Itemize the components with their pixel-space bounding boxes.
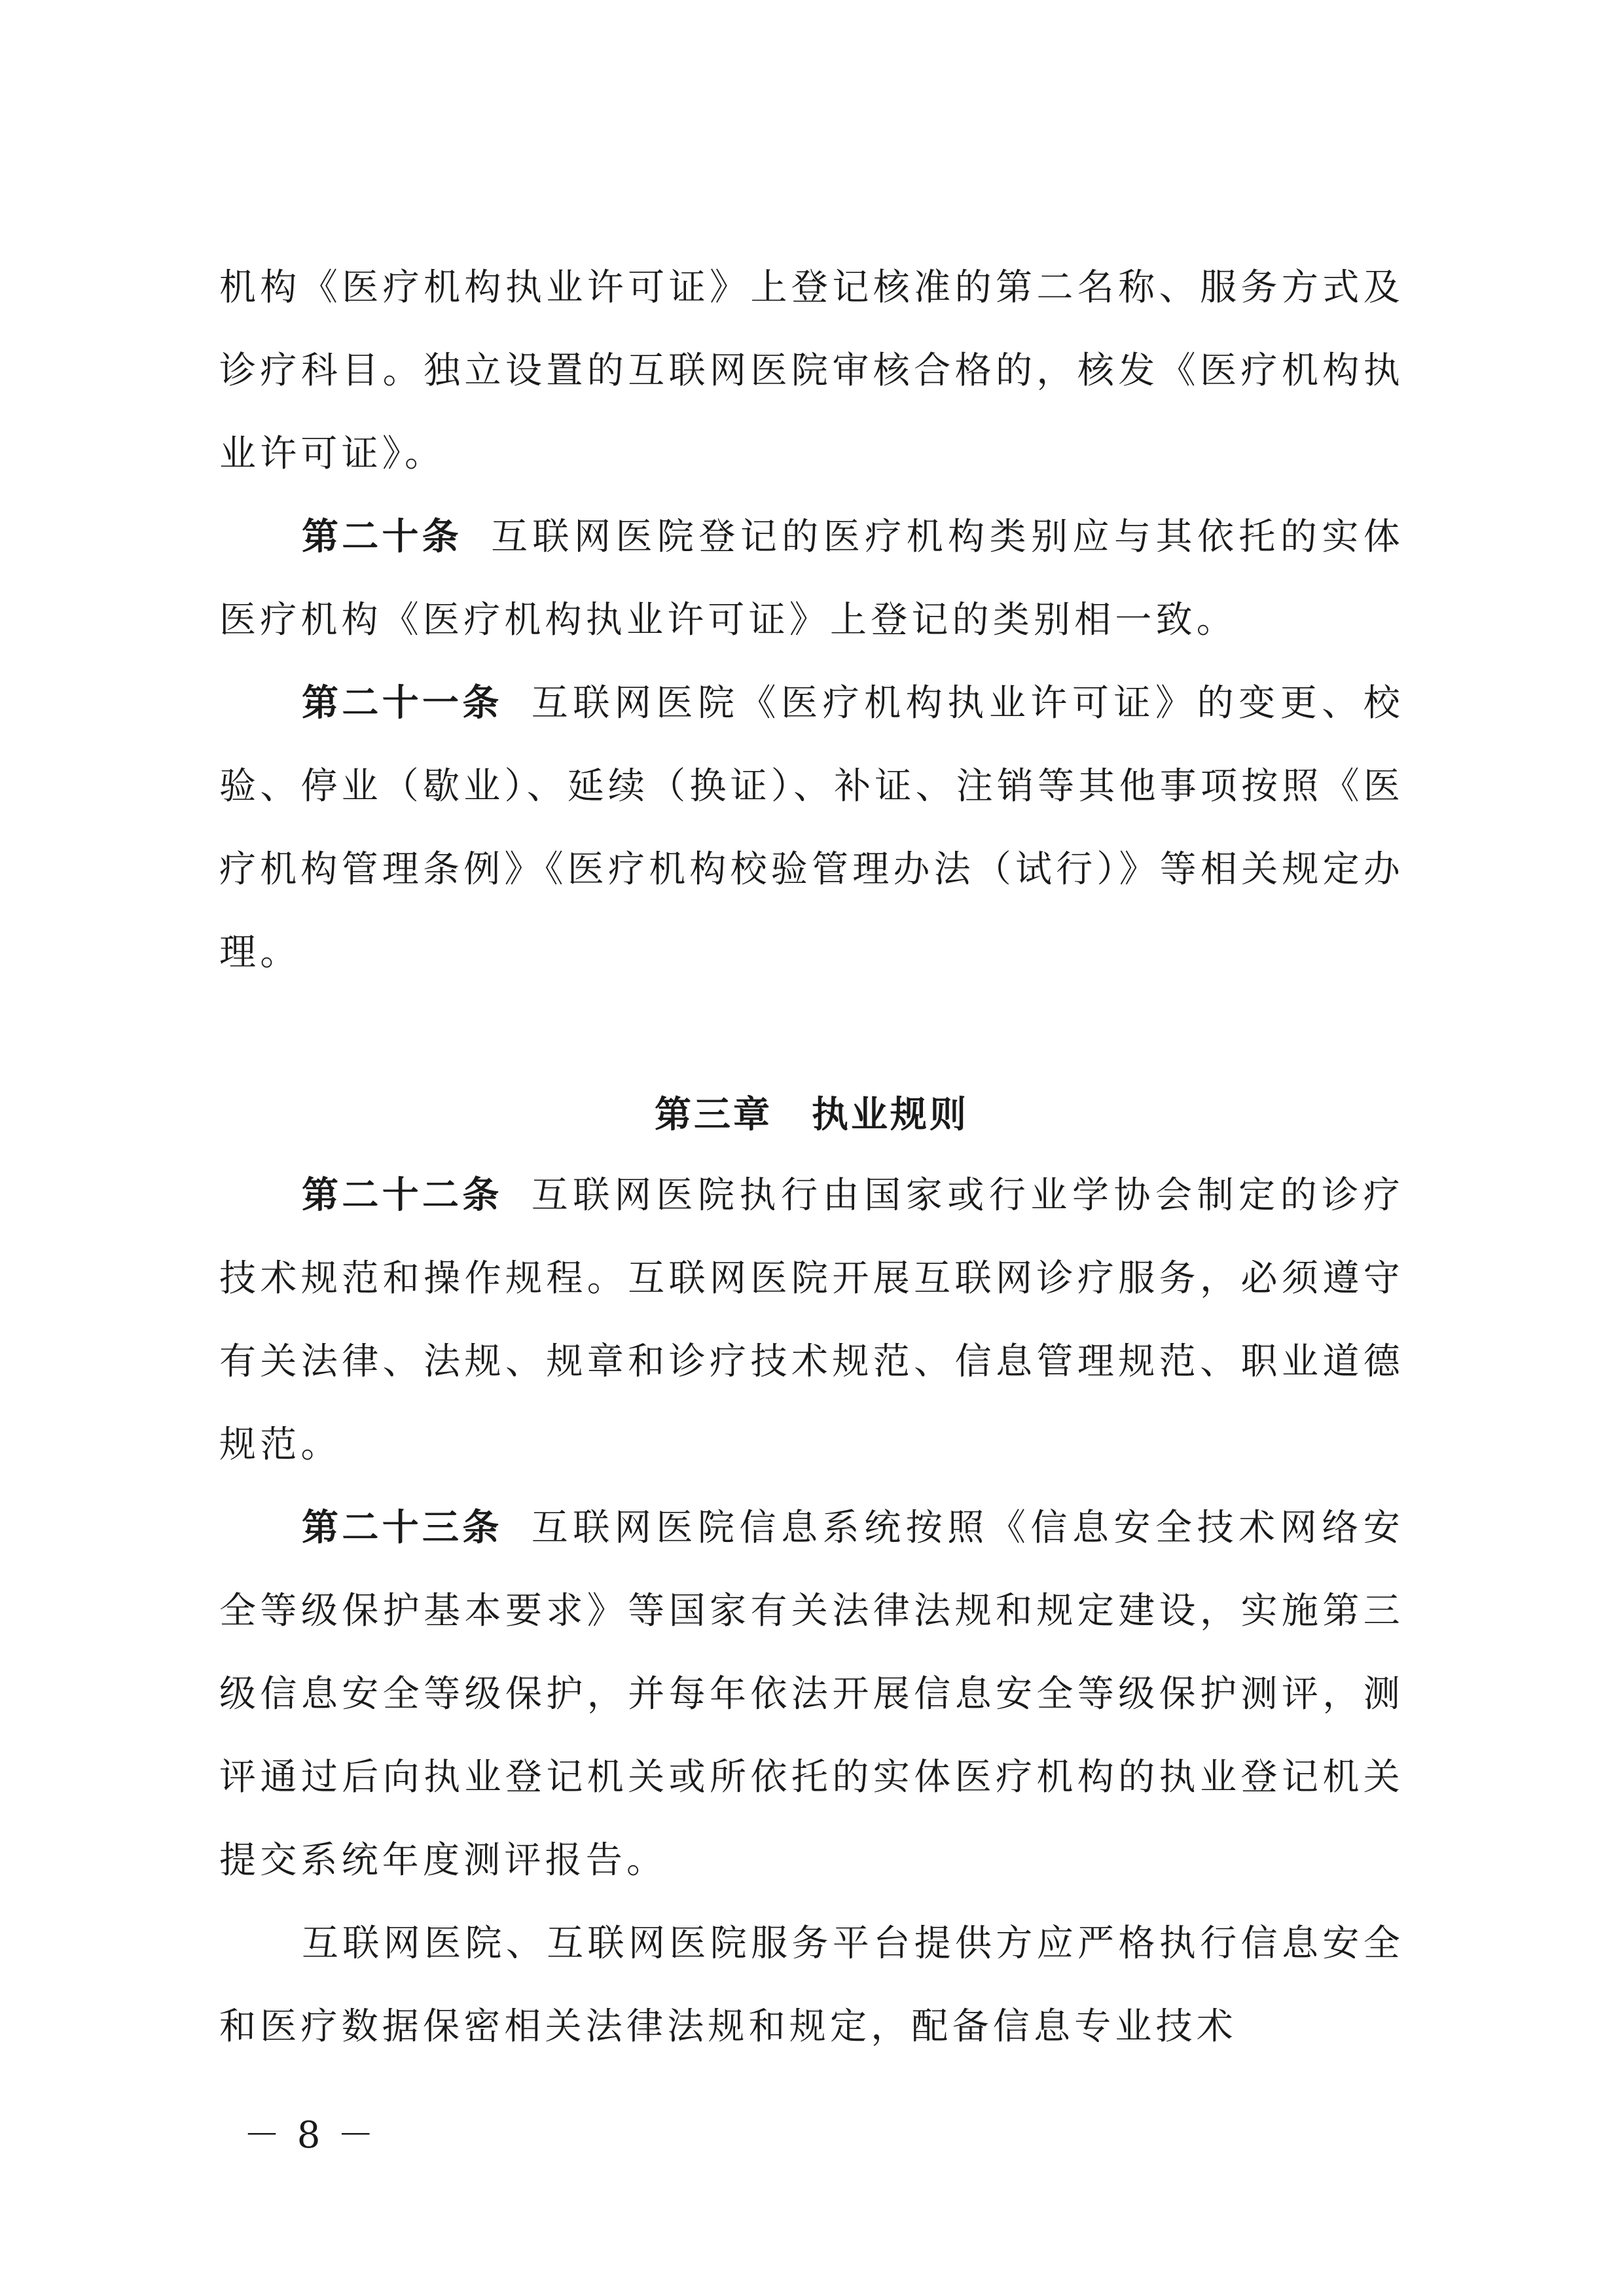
article-number: 第二十二条: [302, 1174, 503, 1217]
paragraph-continuing: [219, 1902, 1404, 2068]
article-21: [219, 662, 1404, 994]
paragraph-text: 机构《医疗机构执业许可证》上登记核准的第二名称、服务方式及诊疗科目。独立设置的互联网医院审核合格的，核发《医疗机构执业许可证》。: [219, 266, 1404, 475]
article-text: 互联网医院执行由国家或行业学协会制定的诊疗技术规范和操作规程。互联网医院开展互联网诊疗服务，必须遵守有关法律、法规、规章和诊疗技术规范、信息管理规范、职业道德规范。: [219, 1174, 1405, 1466]
article-number: 第二十条: [302, 516, 463, 558]
article-number: 第二十三条: [302, 1507, 503, 1549]
article-text: 互联网医院登记的医疗机构类别应与其依托的实体医疗机构《医疗机构执业许可证》上登记的类别相一致。: [219, 516, 1405, 641]
article-20: [219, 495, 1404, 662]
article-23: [219, 1486, 1404, 1902]
document-body: [219, 246, 1404, 2068]
article-text: 互联网医院《医疗机构执业许可证》的变更、校验、停业（歇业）、延续（换证）、补证、注销等其他事项按照《医疗机构管理条例》《医疗机构校验管理办法（试行）》等相关规定办理。: [219, 682, 1405, 974]
article-text: 互联网医院信息系统按照《信息安全技术网络安全等级保护基本要求》等国家有关法律法规和规定建设，实施第三级信息安全等级保护，并每年依法开展信息安全等级保护测评，测评通过后向执业登记机关或所依托的实体医疗机构的执业登记机关提交系统年度测评报告。: [219, 1507, 1405, 1882]
article-22: [219, 1154, 1404, 1486]
paragraph-text: 互联网医院、互联网医院服务平台提供方应严格执行信息安全和医疗数据保密相关法律法规和规定，配备信息专业技术: [219, 1922, 1404, 2048]
chapter-heading: 第三章 执业规则: [655, 1094, 969, 1136]
paragraph-continued: [219, 246, 1404, 495]
article-number: 第二十一条: [302, 682, 503, 725]
page-number: － 8 －: [244, 2114, 377, 2157]
